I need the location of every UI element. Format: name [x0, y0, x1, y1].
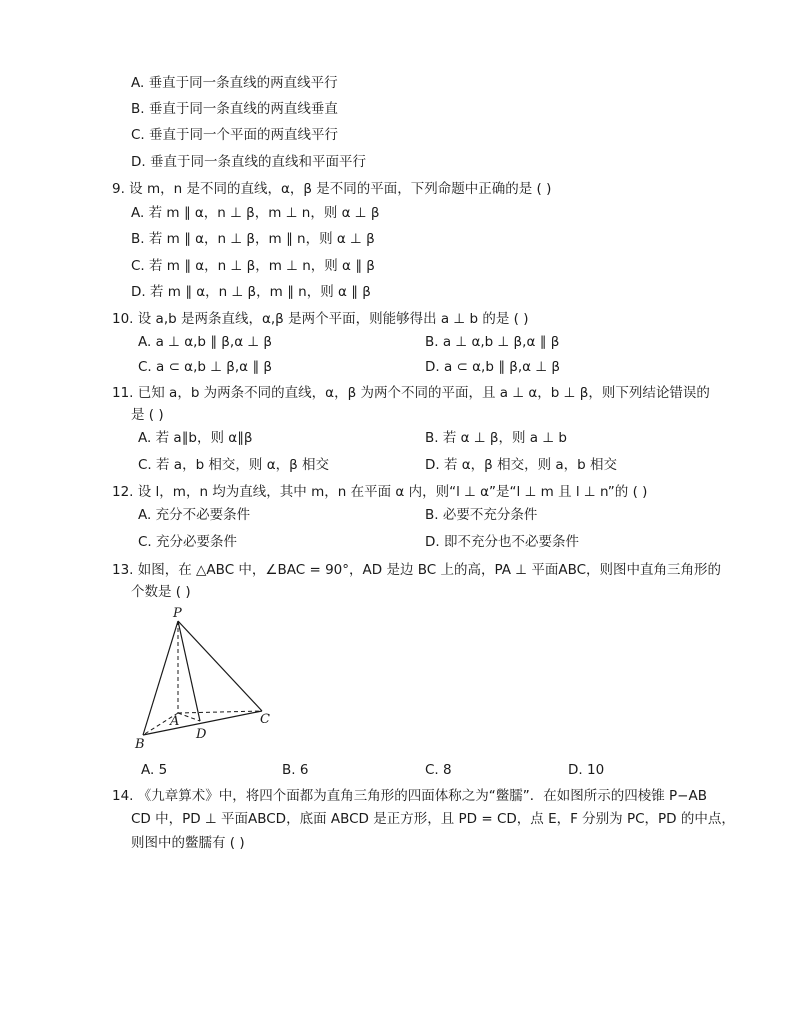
q9-option-d: D. 若 m ∥ α，n ⊥ β，m ∥ n，则 α ∥ β — [131, 284, 371, 300]
edge-ad — [178, 713, 200, 721]
q8-option-d: D. 垂直于同一条直线的直线和平面平行 — [131, 154, 366, 170]
q13-stem-line1: 13. 如图，在 △ABC 中，∠BAC = 90°，AD 是边 BC 上的高，PA ⊥ 平面ABC，则图中直角三角形的 — [112, 562, 722, 578]
q10-option-a: A. a ⊥ α,b ∥ β,α ⊥ β — [138, 334, 273, 350]
q8-option-a: A. 垂直于同一条直线的两直线平行 — [131, 75, 338, 91]
q10-option-b: B. a ⊥ α,b ⊥ β,α ∥ β — [425, 334, 560, 350]
q10-stem: 10. 设 a,b 是两条直线，α,β 是两个平面，则能够得出 a ⊥ b 的是 ( ) — [112, 311, 529, 327]
q11-stem-line2: 是 ( ) — [131, 407, 164, 423]
q12-option-b: B. 必要不充分条件 — [425, 507, 538, 523]
q13-stem-line2: 个数是 ( ) — [131, 584, 191, 600]
label-p: P — [173, 606, 182, 621]
edge-pd — [178, 621, 200, 721]
label-a: A — [170, 714, 180, 729]
q11-option-a: A. 若 a∥b，则 α∥β — [138, 430, 253, 446]
q11-option-b: B. 若 α ⊥ β，则 a ⊥ b — [425, 430, 567, 446]
q13-option-c: C. 8 — [425, 762, 452, 778]
q10-option-c: C. a ⊂ α,b ⊥ β,α ∥ β — [138, 359, 273, 375]
q13-option-b: B. 6 — [282, 762, 309, 778]
q11-option-d: D. 若 α，β 相交，则 a，b 相交 — [425, 457, 617, 473]
label-d: D — [196, 727, 207, 742]
q11-stem-line1: 11. 已知 a，b 为两条不同的直线，α，β 为两个不同的平面，且 a ⊥ α，b ⊥ β，则下列结论错误的 — [112, 385, 710, 401]
q9-option-c: C. 若 m ∥ α，n ⊥ β，m ⊥ n，则 α ∥ β — [131, 258, 375, 274]
q12-stem: 12. 设 l，m，n 均为直线，其中 m，n 在平面 α 内，则“l ⊥ α”是“l ⊥ m 且 l ⊥ n”的 ( ) — [112, 484, 648, 500]
q14-stem-line1: 14. 《九章算术》中，将四个面都为直角三角形的四面体称之为“鳖臑”．在如图所示的四棱锥 P−AB — [112, 788, 707, 804]
edge-pc — [178, 621, 262, 711]
label-c: C — [260, 712, 270, 727]
q8-option-c: C. 垂直于同一个平面的两直线平行 — [131, 127, 339, 143]
q9-stem: 9. 设 m，n 是不同的直线，α，β 是不同的平面，下列命题中正确的是 ( ) — [112, 181, 552, 197]
q14-stem-line2: CD 中，PD ⊥ 平面ABCD，底面 ABCD 是正方形，且 PD = CD，点 E，F 分别为 PC，PD 的中点， — [131, 811, 735, 827]
q14-stem-line3: 则图中的鳖臑有 ( ) — [131, 835, 245, 851]
q9-option-a: A. 若 m ∥ α，n ⊥ β，m ⊥ n，则 α ⊥ β — [131, 205, 380, 221]
q13-option-a: A. 5 — [141, 762, 168, 778]
q10-option-d: D. a ⊂ α,b ∥ β,α ⊥ β — [425, 359, 560, 375]
q13-option-d: D. 10 — [568, 762, 605, 778]
q12-option-c: C. 充分必要条件 — [138, 534, 238, 550]
edge-ac — [178, 711, 262, 713]
q9-option-b: B. 若 m ∥ α，n ⊥ β，m ∥ n，则 α ⊥ β — [131, 231, 375, 247]
q11-option-c: C. 若 a，b 相交，则 α，β 相交 — [138, 457, 330, 473]
q13-tetrahedron-figure — [130, 605, 290, 755]
q12-option-d: D. 即不充分也不必要条件 — [425, 534, 579, 550]
q8-option-b: B. 垂直于同一条直线的两直线垂直 — [131, 101, 338, 117]
label-b: B — [135, 737, 145, 752]
q12-option-a: A. 充分不必要条件 — [138, 507, 251, 523]
